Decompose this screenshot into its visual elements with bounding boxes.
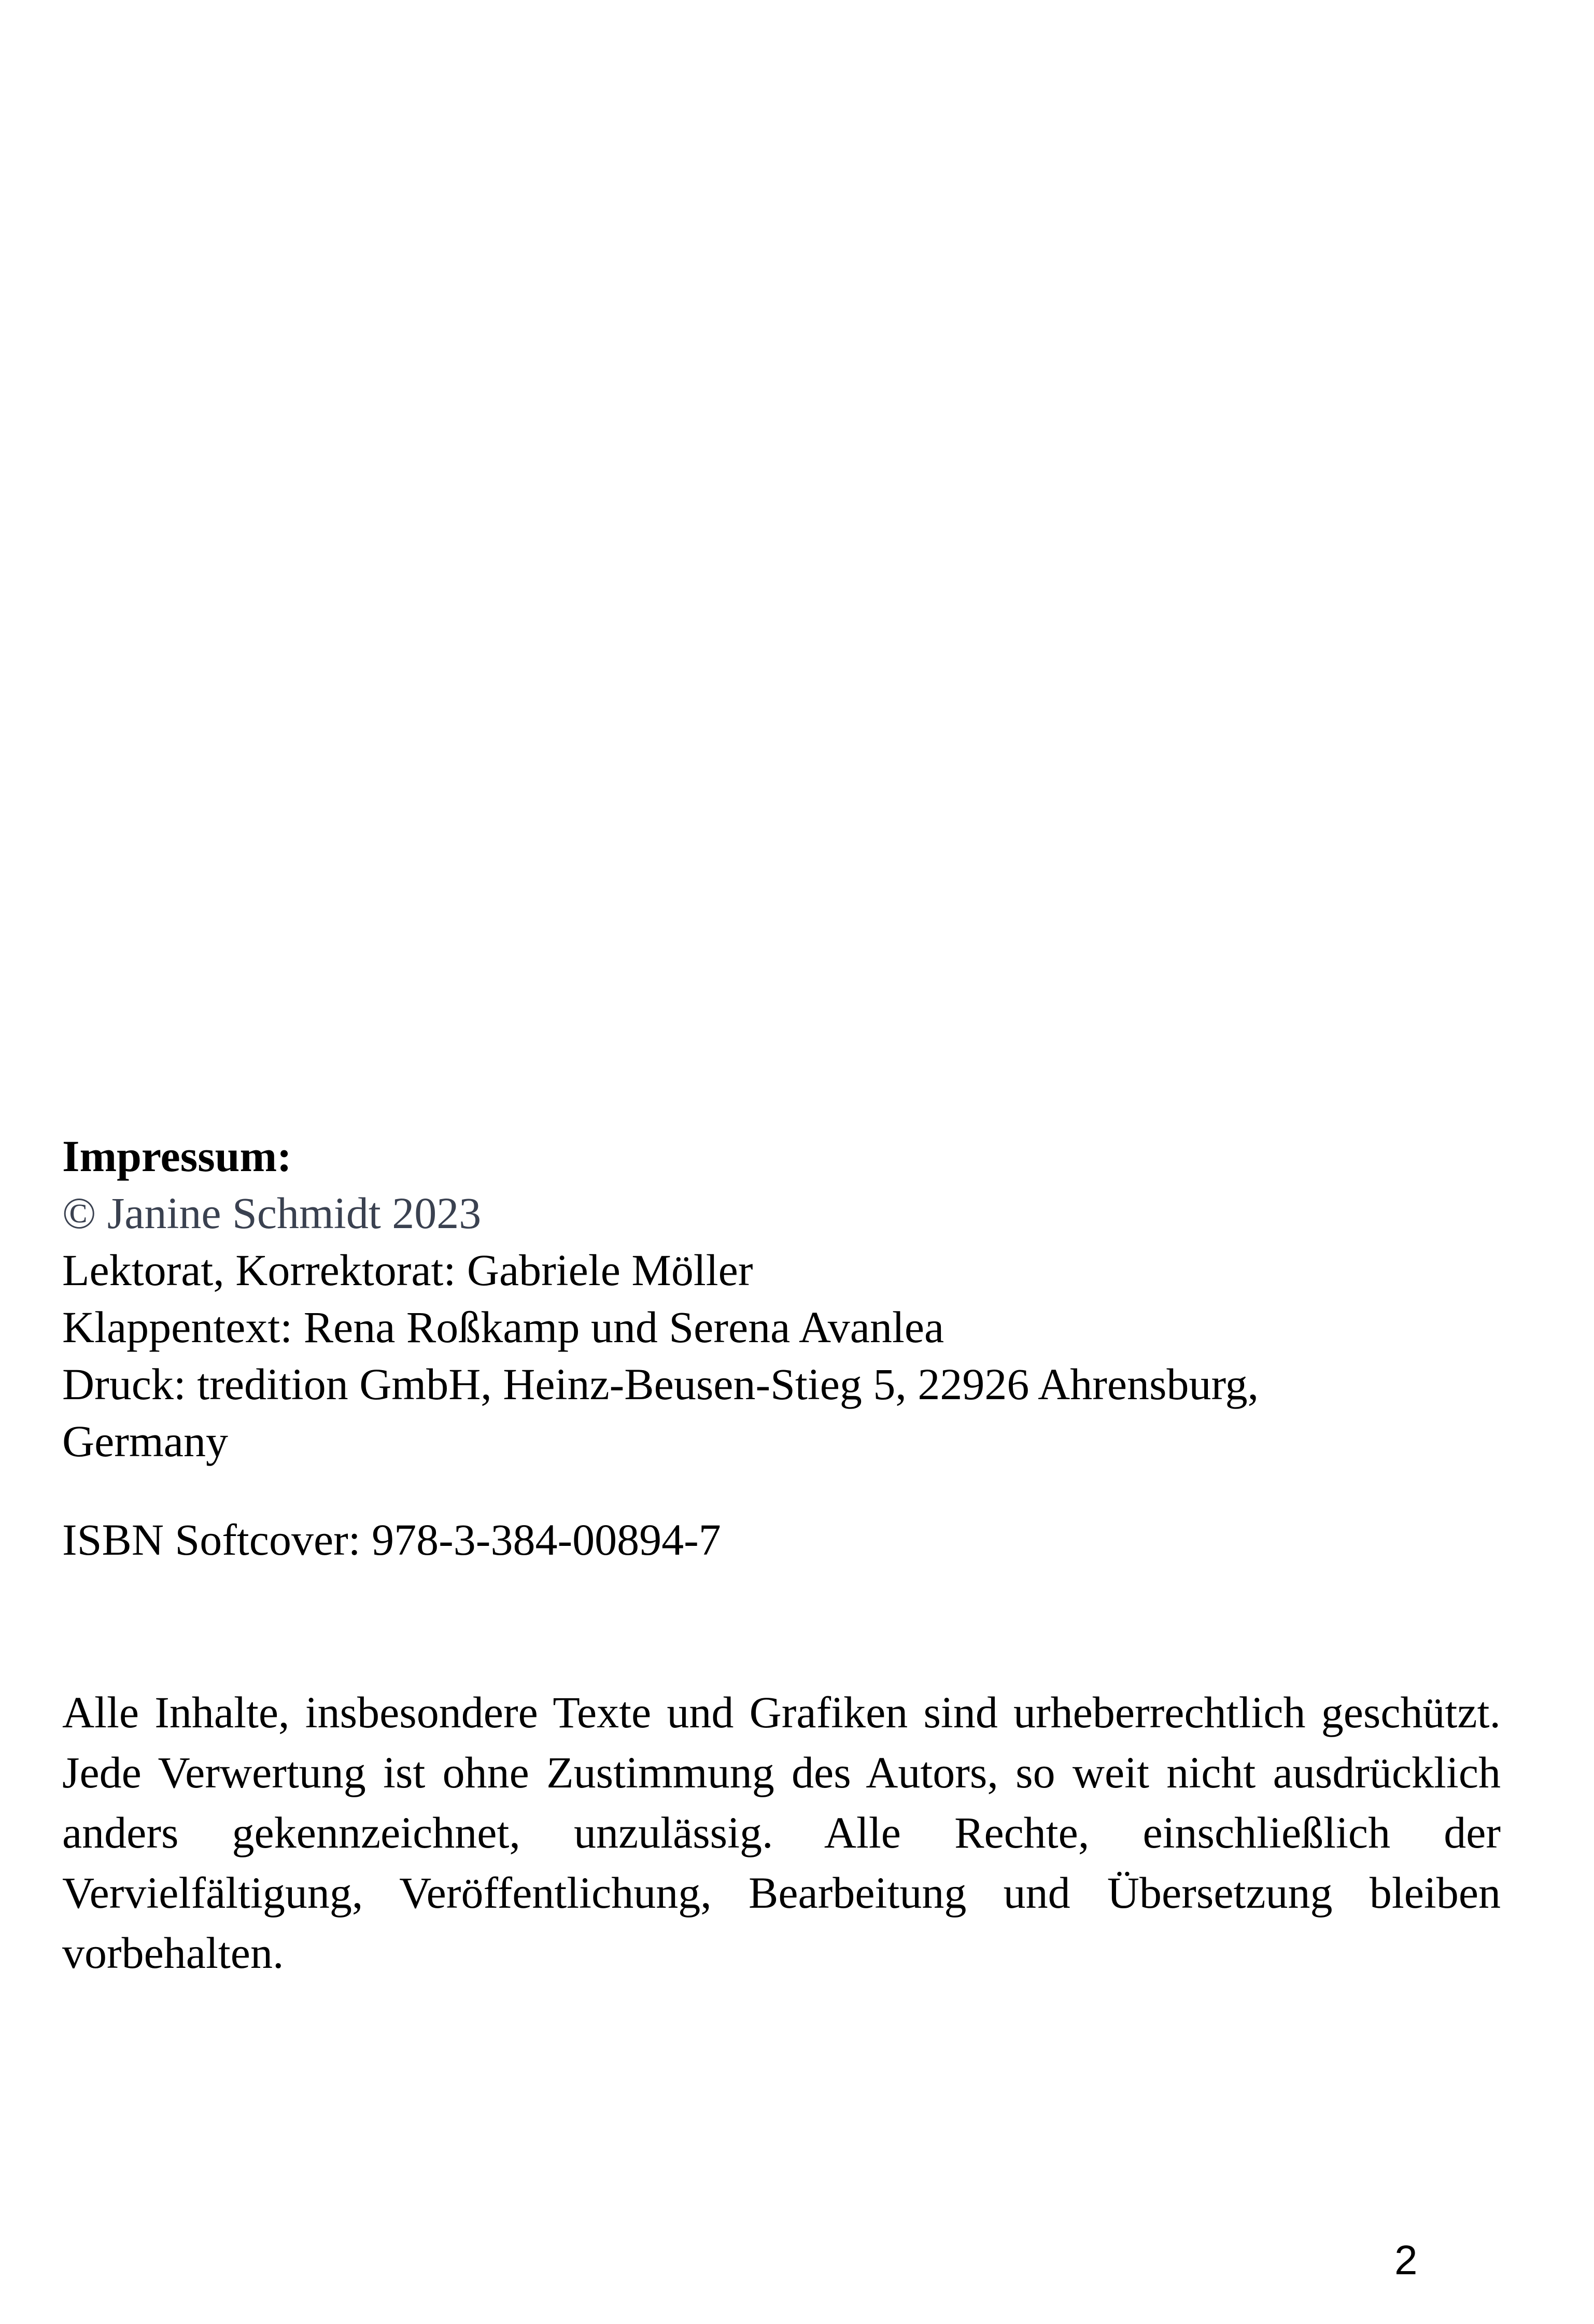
blurb-credit: Klappentext: Rena Roßkamp und Serena Avanlea [62,1302,944,1352]
page-number: 2 [1394,2237,1418,2283]
printer-address-line2: Germany [62,1416,228,1466]
imprint-heading: Impressum: [62,1131,292,1181]
copyright-line: © Janine Schmidt 2023 [62,1188,482,1238]
editing-credit: Lektorat, Korrektorat: Gabriele Möller [62,1245,753,1295]
imprint-block [62,1128,1503,1470]
isbn-line: ISBN Softcover: 978-3-384-00894-7 [62,1515,721,1565]
rights-notice: Alle Inhalte, insbesondere Texte und Grafiken sind urheberrechtlich geschützt. Jede Verwertung ist ohne Zustimmung des Autors, so weit nicht ausdrücklich anders gekennzeichnet, unzulässig. Alle Rechte, einschließlich der Vervielfältigung, Veröffentlichung, Bearbeitung und Übersetzung bleiben vorbehalten. [62,1687,1501,1978]
printer-address-line1: Druck: tredition GmbH, Heinz-Beusen-Stieg 5, 22926 Ahrensburg, [62,1359,1259,1409]
